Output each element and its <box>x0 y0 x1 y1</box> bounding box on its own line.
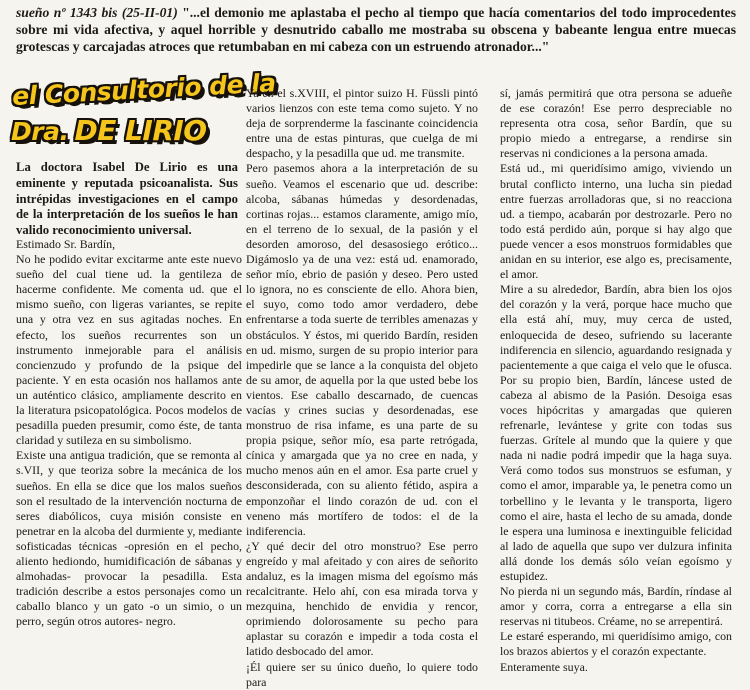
text-column-1 <box>16 237 242 629</box>
paragraph: ¿Y qué decir del otro monstruo? Ese perro engreído y mal afeitado y con aires de señorito andaluz, es la imagen misma del egoísmo más recalcitrante. Helo ahí, con esa mirada torva y mezquina, henchido de envidia y rencor, oprimiendo dolorosamente su pecho para aplastar su corazón e impedir a toda costa el latido desbocado del amor. <box>246 538 478 659</box>
salutation: Estimado Sr. Bardín, <box>16 237 116 251</box>
paragraph: Mire a su alrededor, Bardín, abra bien los ojos del corazón y la verá, porque hace mucho que ella está ahí, muy, muy cerca de usted, enloquecida de deseo, sufriendo su lacerante indiferencia en silencio, aguardando resignada y pacientemente a que caiga el velo que le ofusca. Por su propio bien, Bardín, láncese usted de cabeza al abismo de la Pasión. Desoiga esas voces hipócritas y amargadas que quieren refrenarle, levántese y grite con todas sus fuerzas. Grítele al mundo que la quiere y que nada ni nadie podrá impedir que la haga suya. Verá como todos sus monstruos se esfuman, y como el amor, imparable ya, le penetra como un torbellino y le levanta y le transporta, ligero como el aire, hasta el lecho de su amada, donde le espera una luminosa e inextinguible felicidad al lado de aquella que supo ver dulzura infinita allá donde los demás sólo veían egoísmo y estupidez. <box>500 282 732 583</box>
paragraph: No pierda ni un segundo más, Bardín, ríndase al amor y corra, corra a entregarse a ella sin reservas ni titubeos. Créame, no se arrepentirá. <box>500 584 732 629</box>
dream-date: sueño nº 1343 bis (25-II-01) <box>16 5 178 20</box>
logo-line-1: el Consultorio de la <box>11 68 277 111</box>
text-column-2 <box>246 86 478 690</box>
dream-header <box>16 5 736 55</box>
paragraph: sí, jamás permitirá que otra persona se adueñe de ese corazón! Ese perro despreciable no representa otra cosa, señor Bardín, que su propio miedo a entregarse, a rendirse sin reservas ni condiciones a la persona amada. <box>500 86 732 161</box>
paragraph: Pero pasemos ahora a la interpretación de su sueño. Veamos el escenario que ud. describe: alcoba, sábanas húmedas y desordenadas, cortinas rojas... estamos claramente, amigo mío, en el terreno de lo sexual, de la pasión y el desorden amoroso, del desasosiego erótico... Digámoslo ya de una vez: está ud. enamorado, señor mío, ebrio de pasión y deseo. Pero usted lo ignora, no es consciente de ello. Ahora bien, el suyo, como todo amor verdadero, debe enfrentarse a toda suerte de terribles amenazas y obstáculos. Y éstos, mi querido Bardín, residen en ud. mismo, surgen de su propio interior para impedirle que se lance a la conquista del objeto de su amor, de aquella por la que usted bebe los vientos. Ese caballo descarnado, de cuencas vacías y crines sucias y desordenadas, ese monstruo de risa infame, es una parte de su propia psique, señor mío, esa parte retrógada, cínica y amargada que ya no cree en nada, y mucho menos aún en el amor. Esa parte cruel y desconsiderada, con su aliento fétido, aspira a emponzoñar el lindo corazón de ud. con el veneno más mortífero de todos: el de la indiferencia. <box>246 161 478 538</box>
paragraph: ¡Él quiere ser su único dueño, lo quiere todo para <box>246 659 478 689</box>
text-column-3 <box>500 86 732 675</box>
dream-quote: "...el demonio me aplastaba el pecho al tiempo que hacía comentarios del todo improcedentes sobre mi vida afectiva, y aquel horrible y desnutrido caballo me mostraba su obscena y babeante lengua entre muecas grotescas y carcajadas atroces que retumbaban en mi cabeza con un estruendo atronador..." <box>16 5 736 54</box>
paragraph: No he podido evitar excitarme ante este nuevo sueño del cual tiene ud. la gentileza de hacerme confidente. Me comenta ud. que el mismo sueño, con ligeras variantes, se repite una y otra vez en sus agitadas noches. En efecto, los sueños recurrentes son un instrumento inmejorable para el análisis concienzudo y profundo de la psique del paciente. Y en esta ocasión nos hallamos ante un auténtico clásico, ampliamente descrito en la literatura psicopatológica. Pocos modelos de pesadilla pueden presumir, como éste, de tanta claridad y sutileza en su simbolismo. <box>16 252 242 448</box>
column-logo <box>9 68 277 148</box>
paragraph: Está ud., mi queridísimo amigo, viviendo un brutal conflicto interno, una lucha sin piedad entre fuerzas arrolladoras que, si no reacciona ud. a tiempo, acabarán por destrozarle. Pero no todo está perdido aún, porque si hay algo que puede vencer a esos monstruos formidables que anidan en su interior, ese algo es, precisamente, el amor. <box>500 161 732 282</box>
logo-name: DE LIRIO <box>74 114 207 147</box>
intro-paragraph: La doctora Isabel De Lirio es una eminente y reputada psicoanalista. Sus intrépidas investigaciones en el campo de la interpretación de los sueños le han valido reconocimiento universal. <box>16 160 238 238</box>
paragraph: Existe una antigua tradición, que se remonta al s.VII, y que teoriza sobre la mecánica de los sueños. En ella se dice que los malos sueños son el resultado de la intervención nocturna de seres diabólicos, cuya misión consiste en penetrar en la alcoba del durmiente y, mediante sofisticadas técnicas -opresión en el pecho, aliento hediondo, humidificación de sábanas y almohadas- provocar la pesadilla. Esta tradición describe a estos personajes como un caballo blanco y un gato -o un simio, o un perro, según otros autores- negro. <box>16 448 242 629</box>
signature: Enteramente suya. <box>500 659 588 674</box>
paragraph: Ya en el s.XVIII, el pintor suizo H. Füssli pintó varios lienzos con este tema como sujeto. Y no deja de sorprenderme la fascinante coincidencia entre una de estas pinturas, que cuelga de mi despacho, y la pesadilla que ud. me transmite. <box>246 86 478 161</box>
logo-title-prefix: Dra. <box>11 117 69 146</box>
logo-line-2 <box>11 114 207 147</box>
paragraph: Le estaré esperando, mi queridísimo amigo, con los brazos abiertos y el corazón expectante. <box>500 629 732 659</box>
